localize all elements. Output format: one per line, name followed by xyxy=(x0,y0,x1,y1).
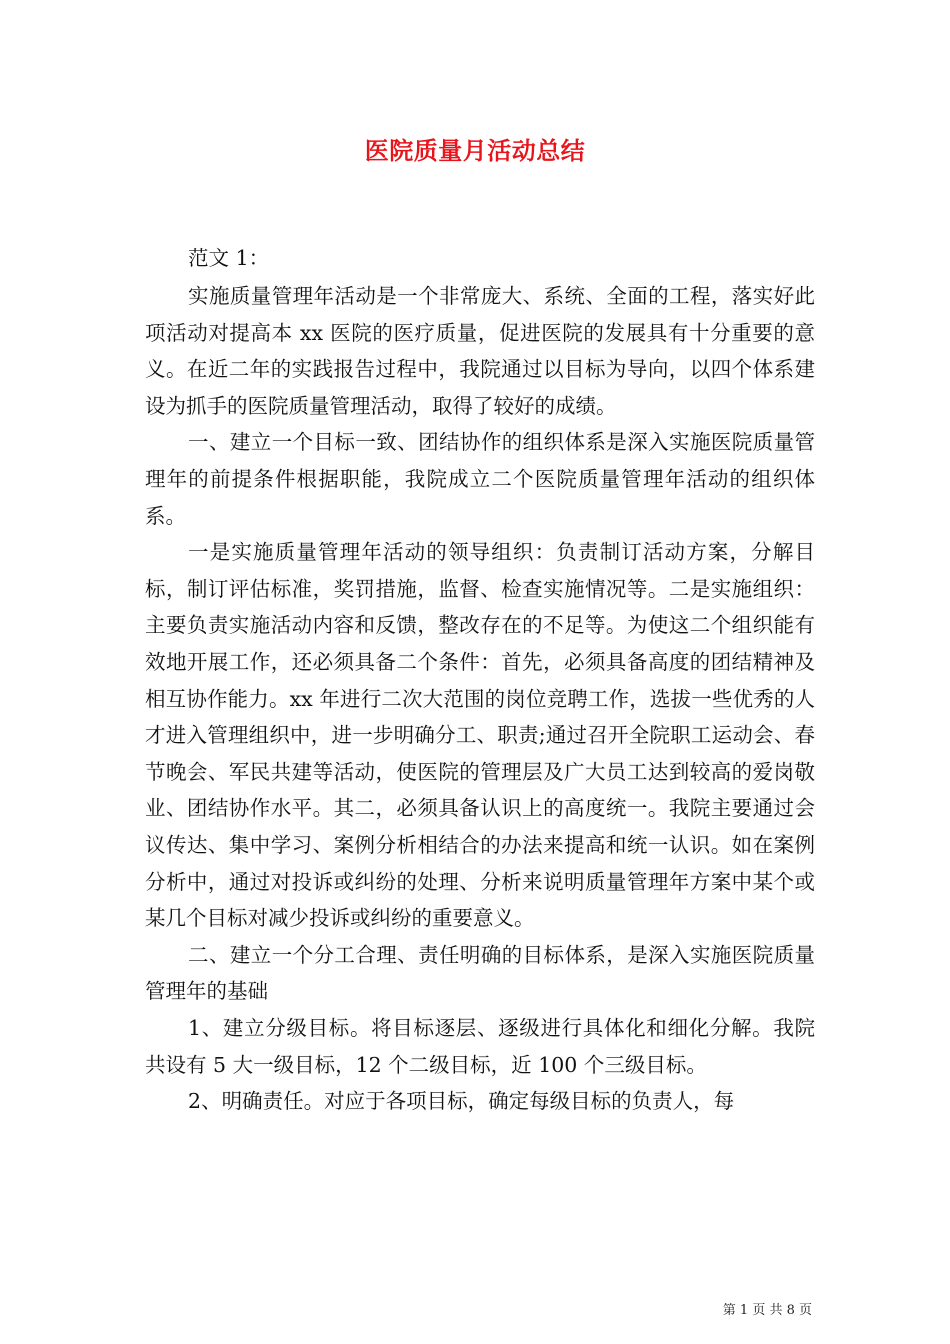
paragraph-section-1-heading: 一、建立一个目标一致、团结协作的组织体系是深入实施医院质量管理年的前提条件根据职能，我院成立二个医院质量管理年活动的组织体系。 xyxy=(145,430,815,528)
paragraph-section-2-heading: 二、建立一个分工合理、责任明确的目标体系，是深入实施医院质量管理年的基础 xyxy=(145,942,815,1004)
paragraph-item-1: 1、建立分级目标。将目标逐层、逐级进行具体化和细化分解。我院共设有 5 大一级目标，12 个二级目标，近 100 个三级目标。 xyxy=(145,1015,815,1077)
paragraph-intro: 实施质量管理年活动是一个非常庞大、系统、全面的工程，落实好此项活动对提高本 xx 医院的医疗质量，促进医院的发展具有十分重要的意义。在近二年的实践报告过程中，我院通过以目标为导向，以四个体系建设为抓手的医院质量管理活动，取得了较好的成绩。 xyxy=(145,284,815,418)
sample-label: 范文 1： xyxy=(188,246,270,270)
page-number-footer: 第 1 页 共 8 页 xyxy=(722,1303,812,1318)
paragraph-item-2: 2、明确责任。对应于各项目标，确定每级目标的负责人，每 xyxy=(188,1089,735,1114)
document-body xyxy=(145,240,815,1120)
paragraph-organization-details: 一是实施质量管理年活动的领导组织：负责制订活动方案，分解目标，制订评估标准，奖罚措施，监督、检查实施情况等。二是实施组织：主要负责实施活动内容和反馈，整改存在的不足等。为使这二个组织能有效地开展工作，还必须具备二个条件：首先，必须具备高度的团结精神及相互协作能力。xx 年进行二次大范围的岗位竞聘工作，选拔一些优秀的人才进入管理组织中，进一步明确分工、职责;通过召开全院职工运动会、春节晚会、军民共建等活动，使医院的管理层及广大员工达到较高的爱岗敬业、团结协作水平。其二，必须具备认识上的高度统一。我院主要通过会议传达、集中学习、案例分析相结合的办法来提高和统一认识。如在案例分析中，通过对投诉或纠纷的处理、分析来说明质量管理年方案中某个或某几个目标对减少投诉或纠纷的重要意义。 xyxy=(145,540,815,931)
document-title: 医院质量月活动总结 xyxy=(364,136,586,165)
